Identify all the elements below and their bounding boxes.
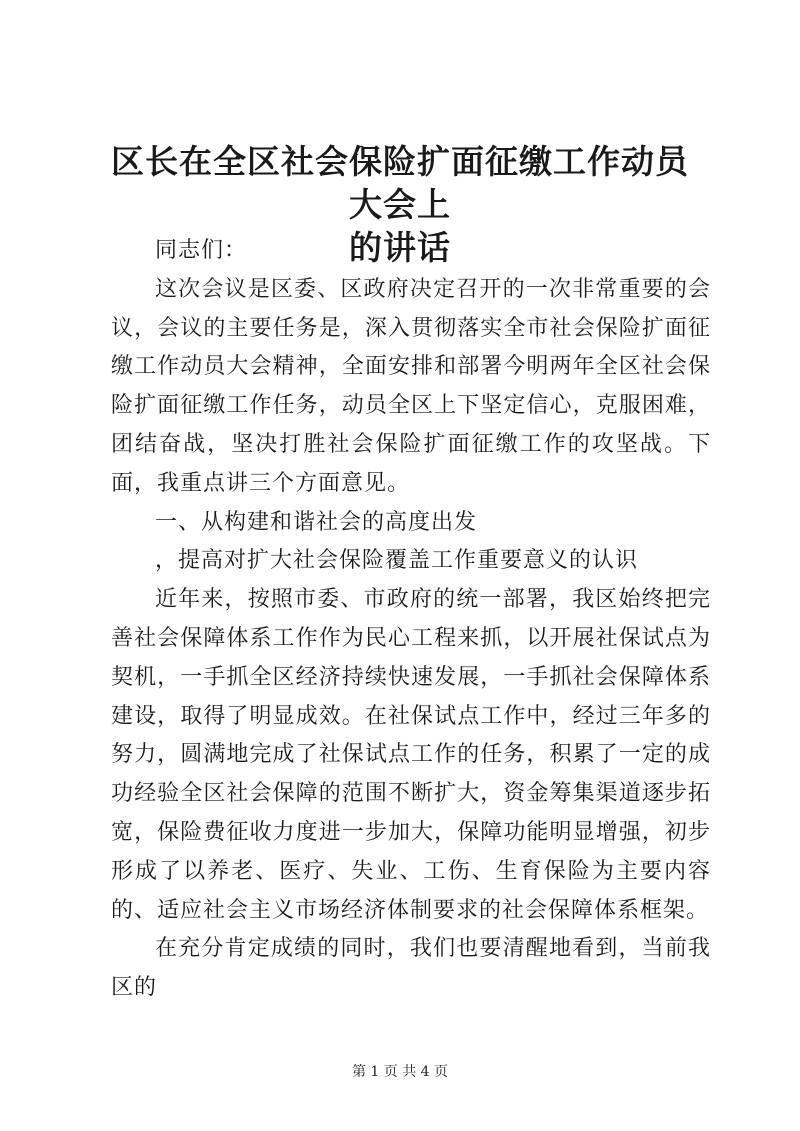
- paragraph: 近年来，按照市委、市政府的统一部署，我区始终把完善社会保障体系工作作为民心工程来抓，以开展社保试点为契机，一手抓全区经济持续快速发展，一手抓社会保障体系建设，取得了明显成效。在社保试点工作中，经过三年多的努力，圆满地完成了社保试点工作的任务，积累了一定的成功经验全区社会保障的范围不断扩大，资金筹集渠道逐步拓宽，保险费征收力度进一步加大，保障功能明显增强，初步形成了以养老、医疗、失业、工伤、生育保险为主要内容的、适应社会主义市场经济体制要求的社会保障体系框架。: [111, 587, 711, 923]
- section-heading-continuation: ，提高对扩大社会保险覆盖工作重要意义的认识: [155, 548, 639, 574]
- salutation: 同志们：: [155, 238, 248, 263]
- document-body: [111, 232, 711, 1008]
- page-number-footer: 第 1 页 共 4 页: [351, 1064, 449, 1080]
- title-line-1: 区长在全区社会保险扩面征缴工作动员大会上: [111, 142, 689, 224]
- title-line-2: 的讲话: [349, 228, 451, 267]
- paragraph: 这次会议是区委、区政府决定召开的一次非常重要的会议，会议的主要任务是，深入贯彻落实全市社会保险扩面征缴工作动员大会精神，全面安排和部署今明两年全区社会保险扩面征缴工作任务，动员全区上下坚定信心，克服困难，团结奋战，坚决打胜社会保险扩面征缴工作的攻坚战。下面，我重点讲三个方面意见。: [111, 276, 711, 496]
- paragraph: 在充分肯定成绩的同时，我们也要清醒地看到，当前我区的: [111, 936, 711, 1001]
- section-heading: 一、从构建和谐社会的高度出发: [155, 509, 478, 535]
